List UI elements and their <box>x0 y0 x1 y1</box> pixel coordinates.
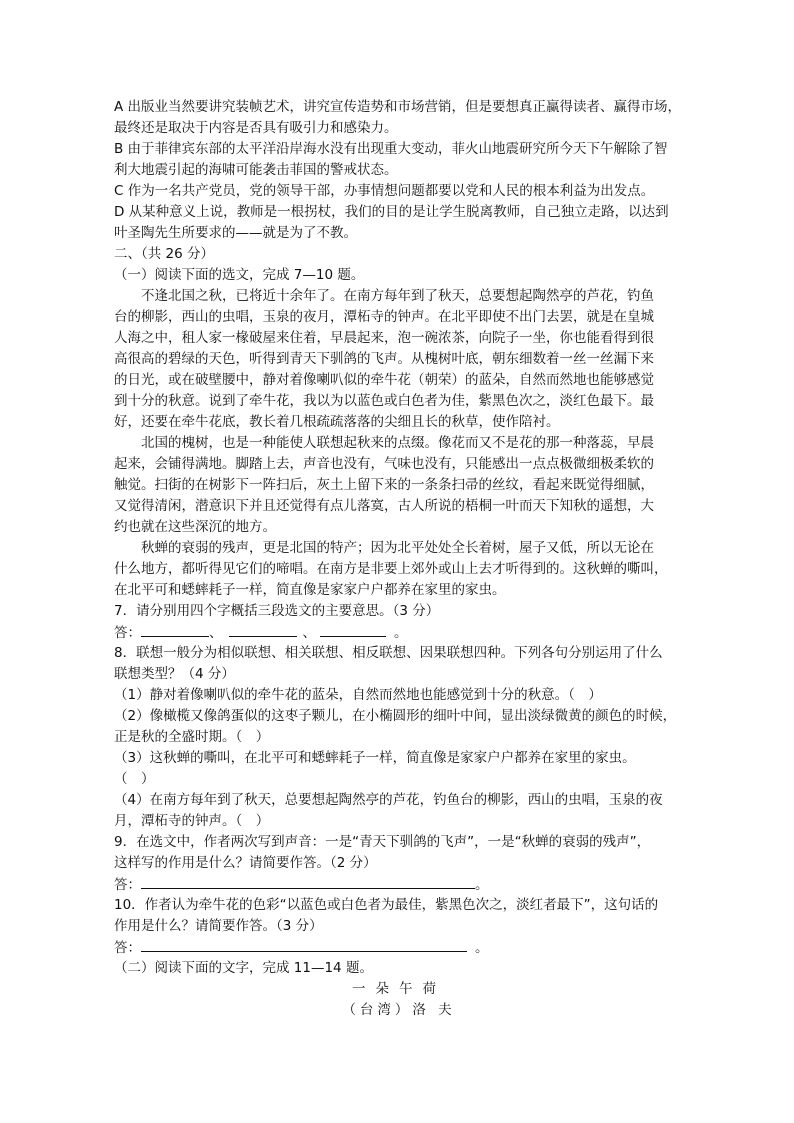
question-8-item: （ ） <box>114 771 155 787</box>
passage-p1-line: 台的柳影，西山的虫唱，玉泉的夜月，潭柘寺的钟声。在北平即使不出门去罢，就是在皇城 <box>114 309 654 325</box>
passage-p2-line: 又觉得清闲，潜意识下并且还觉得有点儿落寞，古人所说的梧桐一叶而天下知秋的遥想，大 <box>114 498 654 514</box>
option-d-line-1: D 从某种意义上说，教师是一根拐杖，我们的目的是让学生脱离教师，自己独立走路，以达到 <box>114 204 669 220</box>
exam-page <box>114 97 684 1021</box>
passage-p1-line: 不逢北国之秋，已将近十余年了。在南方每年到了秋天，总要想起陶然亭的芦花，钓鱼 <box>141 288 654 304</box>
passage-p2-line: 北国的槐树，也是一种能使人联想起秋来的点缀。像花而又不是花的那一种落蕊，早晨 <box>141 435 654 451</box>
separator: 、 <box>209 625 223 641</box>
question-8-item: （1）静对着像喇叭似的牵牛花的蓝朵，自然而然地也能感觉到十分的秋意。（ ） <box>114 687 602 703</box>
question-8-item: 正是秋的全盛时期。（ ） <box>114 729 270 745</box>
question-8-item: （2）像橄榄又像鸽蛋似的这枣子颗儿，在小椭圆形的细叶中间，显出淡绿微黄的颜色的时候， <box>114 708 677 724</box>
answer-blank[interactable] <box>141 874 475 889</box>
question-8-item: 月，潭柘寺的钟声。（ ） <box>114 813 270 829</box>
answer-label: 答： <box>114 625 141 641</box>
passage-p2-line: 起来，会铺得满地。脚踏上去，声音也没有，气味也没有，只能感出一点点极微细极柔软的 <box>114 456 654 472</box>
answer-end: 。 <box>475 940 489 956</box>
part2-heading: （二）阅读下面的文字，完成 11—14 题。 <box>114 960 373 976</box>
answer-blank-3[interactable] <box>320 622 386 637</box>
question-10-line-1: 10．作者认为牵牛花的色彩“以蓝色或白色者为最佳，紫黑色次之，淡红者最下”，这句话的 <box>114 897 659 913</box>
passage-p1-line: 的日光，或在破壁腰中，静对着像喇叭似的牵牛花（朝荣）的蓝朵，自然而然地也能够感觉 <box>114 372 654 388</box>
answer-7 <box>114 622 684 643</box>
passage-p1-line: 到十分的秋意。说到了牵牛花，我以为以蓝色或白色者为佳，紫黑色次之，淡红色最下。最 <box>114 393 654 409</box>
answer-end: 。 <box>475 877 489 893</box>
answer-9 <box>114 874 684 895</box>
option-a-line-2: 最终还是取决于内容是否具有吸引力和感染力。 <box>114 120 398 136</box>
option-c-line-1: C 作为一名共产党员，党的领导干部，办事情想问题都要以党和人民的根本利益为出发点。 <box>114 183 655 199</box>
answer-10 <box>114 937 684 958</box>
answer-blank-2[interactable] <box>229 622 297 637</box>
poem-title: 一朵午荷 <box>352 981 446 997</box>
answer-end: 。 <box>394 625 408 641</box>
answer-label: 答： <box>114 940 141 956</box>
passage-p1-line: 人海之中，租人家一椽破屋来住着，早晨起来，泡一碗浓茶，向院子一坐，你也能看得到很 <box>114 330 654 346</box>
question-10-line-2: 作用是什么？请简要作答。（3 分） <box>114 918 323 934</box>
separator: 、 <box>302 625 316 641</box>
option-list <box>114 97 684 244</box>
option-b-line-2: 利大地震引起的海啸可能袭击菲国的警戒状态。 <box>114 162 398 178</box>
question-8-item: （3）这秋蝉的嘶叫，在北平可和蟋蟀耗子一样，简直像是家家户户都养在家里的家虫。 <box>114 750 636 766</box>
question-8-item: （4）在南方每年到了秋天，总要想起陶然亭的芦花，钓鱼台的柳影，西山的虫唱，玉泉的夜 <box>114 792 663 808</box>
question-7: 7．请分别用四个字概括三段选文的主要意思。（3 分） <box>114 603 440 619</box>
passage-p3-line: 秋蝉的衰弱的残声，更是北国的特产；因为北平处处全长着树，屋子又低，所以无论在 <box>141 540 654 556</box>
passage-p2-line: 约也就在这些深沉的地方。 <box>114 519 276 535</box>
passage-p2-line: 触觉。扫街的在树影下一阵扫后，灰土上留下来的一条条扫帚的丝纹，看起来既觉得细腻， <box>114 477 654 493</box>
answer-blank-1[interactable] <box>141 622 209 637</box>
answer-label: 答： <box>114 877 141 893</box>
part1-heading: （一）阅读下面的选文，完成 7—10 题。 <box>114 267 365 283</box>
question-9-line-1: 9．在选文中，作者两次写到声音：一是“青天下驯鸽的飞声”，一是“秋蝉的衰弱的残声”， <box>114 834 651 850</box>
section-heading: 二、（共 26 分） <box>114 246 215 262</box>
option-a-line-1: A 出版业当然要讲究装帧艺术，讲究宣传造势和市场营销，但是要想真正赢得读者、赢得市场， <box>114 99 682 115</box>
passage-p3-line: 什么地方，都听得见它们的啼唱。在南方是非要上郊外或山上去才听得到的。这秋蝉的嘶叫， <box>114 561 668 577</box>
reading-passage <box>114 286 684 601</box>
question-9-line-2: 这样写的作用是什么？请简要作答。（2 分） <box>114 855 377 871</box>
poem-author: （台湾）洛 夫 <box>342 1002 456 1018</box>
option-d-line-2: 叶圣陶先生所要求的——就是为了不教。 <box>114 225 357 241</box>
passage-p1-line: 高很高的碧绿的天色，听得到青天下驯鸽的飞声。从槐树叶底，朝东细数着一丝一丝漏下来 <box>114 351 654 367</box>
passage-p3-line: 在北平可和蟋蟀耗子一样，简直像是家家户户都养在家里的家虫。 <box>114 582 506 598</box>
option-b-line-1: B 由于菲律宾东部的太平洋沿岸海水没有出现重大变动，菲火山地震研究所今天下午解除了智 <box>114 141 668 157</box>
answer-blank[interactable] <box>141 937 467 952</box>
question-8-line-2: 联想类型？（4 分） <box>114 666 235 682</box>
question-8-line-1: 8．联想一般分为相似联想、相关联想、相反联想、因果联想四种。下列各句分别运用了什么 <box>114 645 663 661</box>
passage-p1-line: 好，还要在牵牛花底，教长着几根疏疏落落的尖细且长的秋草，使作陪衬。 <box>114 414 560 430</box>
